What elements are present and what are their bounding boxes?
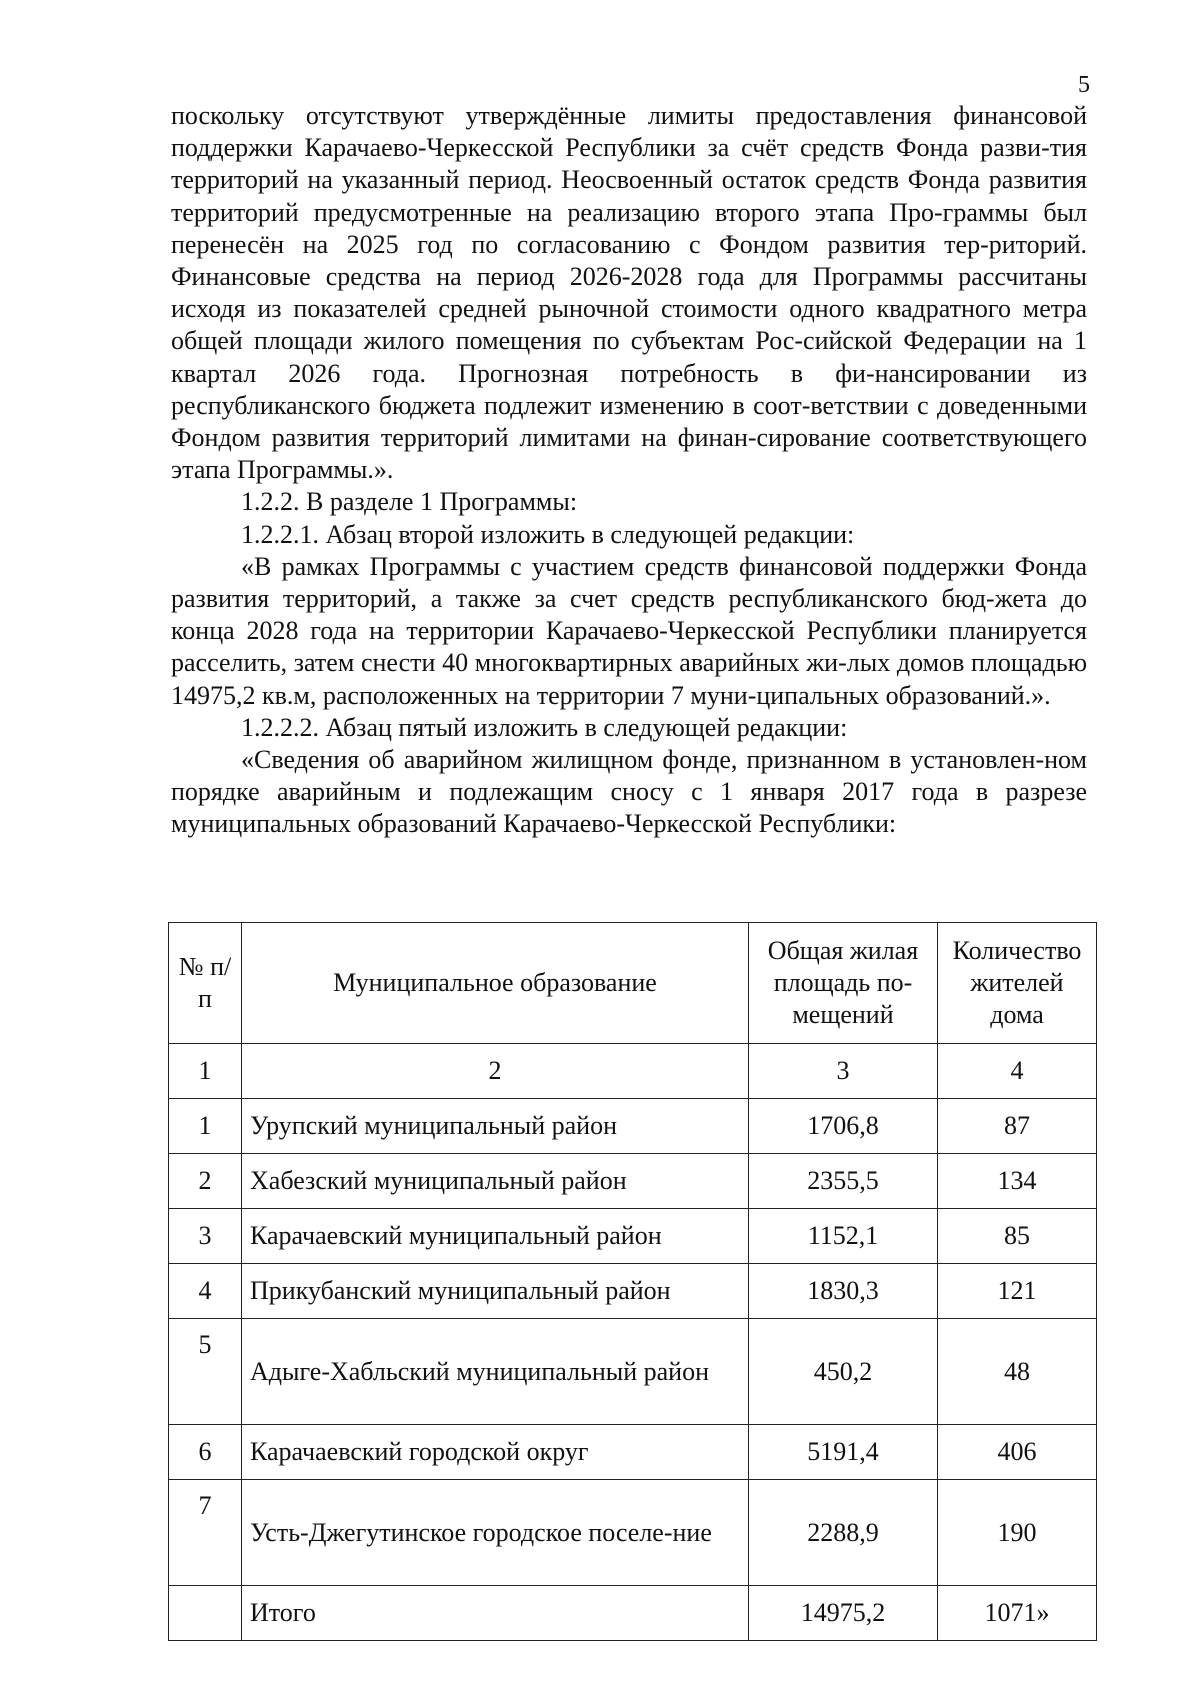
row-number: 4 [169,1264,242,1319]
body-text [171,100,1087,841]
table-row [169,1209,1097,1264]
municipality-name: Хабезский муниципальный район [242,1154,749,1209]
municipality-name: Урупский муниципальный район [242,1099,749,1154]
residents-value: 134 [938,1154,1097,1209]
living-area-value: 5191,4 [749,1425,938,1480]
column-number: 4 [938,1044,1097,1099]
municipality-name: Усть-Джегутинское городское поселе-ние [242,1480,749,1586]
page-number: 5 [1078,72,1090,98]
paragraph: 1.2.2.2. Абзац пятый изложить в следующей редакции: [241,712,848,742]
municipality-name: Карачаевский городской округ [242,1425,749,1480]
residents-value: 121 [938,1264,1097,1319]
paragraph: «Сведения об аварийном жилищном фонде, признанном в установлен-ном порядке аварийным и подлежащим сносу с 1 января 2017 года в разрезе муниципальных образований Карачаево-Черкесской Республики: [171,745,1087,839]
living-area-value: 1152,1 [749,1209,938,1264]
column-number: 2 [242,1044,749,1099]
table-total-row [169,1586,1097,1641]
row-number: 5 [169,1319,242,1425]
table-row [169,1264,1097,1319]
table-row [169,1154,1097,1209]
paragraph: 1.2.2.1. Абзац второй изложить в следующей редакции: [241,519,855,549]
table-row [169,1425,1097,1480]
living-area-value: 1706,8 [749,1099,938,1154]
municipality-name: Адыге-Хабльский муниципальный район [242,1319,749,1425]
residents-value: 190 [938,1480,1097,1586]
residents-value: 87 [938,1099,1097,1154]
residents-value: 48 [938,1319,1097,1425]
header-row-number: № п/п [169,923,242,1044]
header-residents: Количество жителей дома [938,923,1097,1044]
total-label: Итого [242,1586,749,1641]
total-residents: 1071» [938,1586,1097,1641]
header-municipality: Муниципальное образование [242,923,749,1044]
row-number: 6 [169,1425,242,1480]
column-number: 3 [749,1044,938,1099]
municipality-name: Карачаевский муниципальный район [242,1209,749,1264]
total-living-area: 14975,2 [749,1586,938,1641]
living-area-value: 2355,5 [749,1154,938,1209]
residents-value: 406 [938,1425,1097,1480]
column-number-row [169,1044,1097,1099]
emergency-housing-table [168,922,1097,1641]
municipality-name: Прикубанский муниципальный район [242,1264,749,1319]
table-header-row [169,923,1097,1044]
residents-value: 85 [938,1209,1097,1264]
row-number: 3 [169,1209,242,1264]
living-area-value: 2288,9 [749,1480,938,1586]
column-number: 1 [169,1044,242,1099]
row-number: 2 [169,1154,242,1209]
table-row [169,1319,1097,1425]
living-area-value: 450,2 [749,1319,938,1425]
paragraph: 1.2.2. В разделе 1 Программы: [241,487,578,517]
row-number: 1 [169,1099,242,1154]
header-living-area: Общая жилая площадь по-мещений [749,923,938,1044]
table-row [169,1099,1097,1154]
paragraph: «В рамках Программы с участием средств финансовой поддержки Фонда развития территорий, а также за счет средств республиканского бюд-жета до конца 2028 года на территории Карачаево-Черкесской Республики планируется расселить, затем снести 40 многоквартирных аварийных жи-лых домов площадью 14975,2 кв.м, расположенных на территории 7 муни-ципальных образований.». [171,551,1087,710]
row-number [169,1586,242,1641]
paragraph: поскольку отсутствуют утверждённые лимиты предоставления финансовой поддержки Карачаево-Черкесской Республики за счёт средств Фонда разви-тия территорий на указанный период. Неосвоенный остаток средств Фонда развития территорий предусмотренные на реализацию второго этапа Про-граммы был перенесён на 2025 год по согласованию с Фондом развития тер-риторий. Финансовые средства на период 2026-2028 года для Программы рассчитаны исходя из показателей средней рыночной стоимости одного квадратного метра общей площади жилого помещения по субъектам Рос-сийской Федерации на 1 квартал 2026 года. Прогнозная потребность в фи-нансировании из республиканского бюджета подлежит изменению в соот-ветствии с доведенными Фондом развития территорий лимитами на финан-сирование соответствующего этапа Программы.». [171,101,1087,485]
table-row [169,1480,1097,1586]
living-area-value: 1830,3 [749,1264,938,1319]
row-number: 7 [169,1480,242,1586]
